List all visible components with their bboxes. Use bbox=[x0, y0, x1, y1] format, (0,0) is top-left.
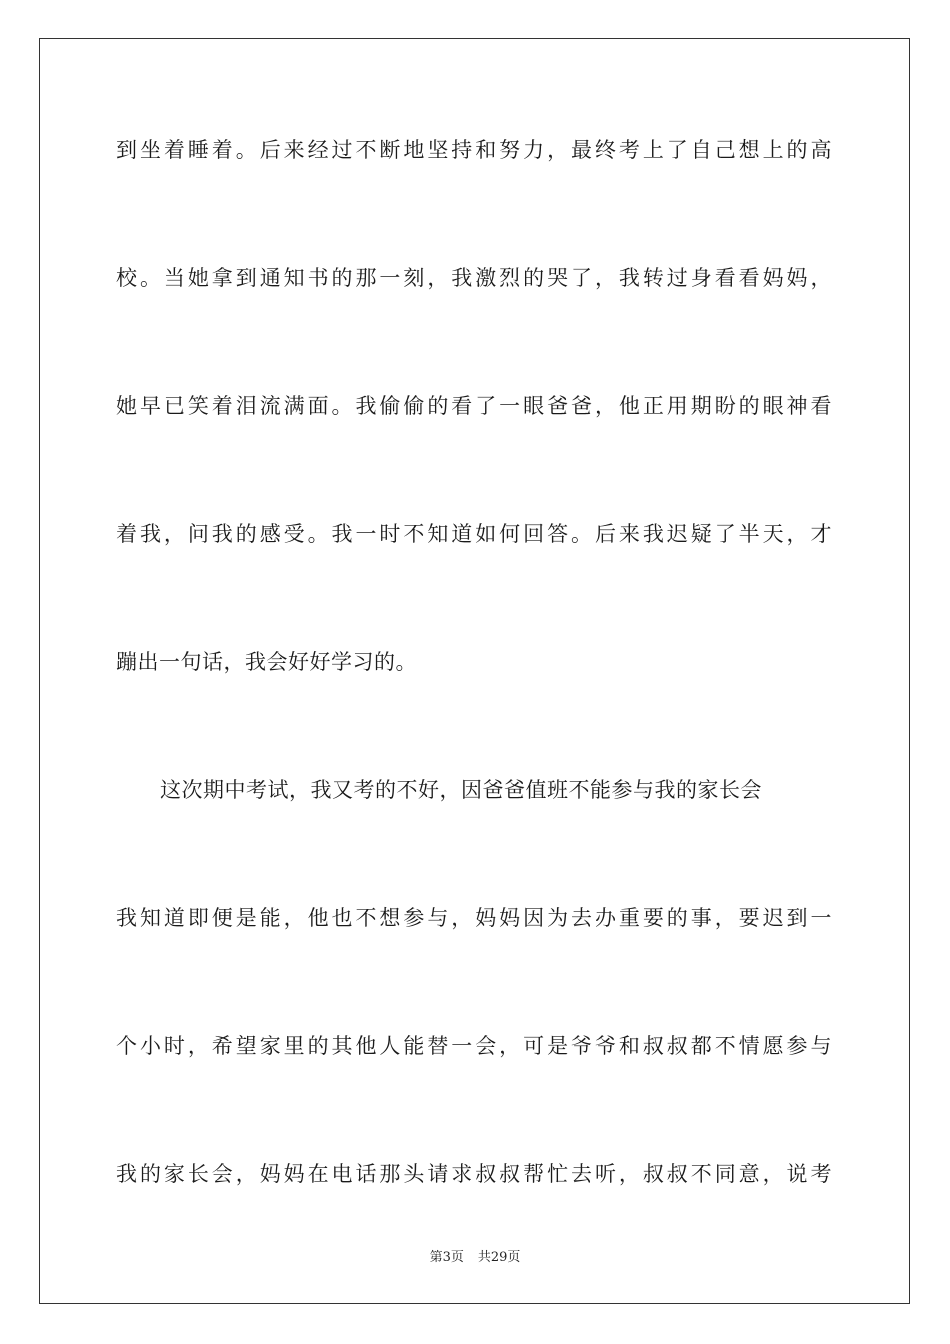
text-line-1: 到坐着睡着。后来经过不断地坚持和努力，最终考上了自己想上的高 bbox=[116, 138, 832, 162]
page-total: 共29页 bbox=[477, 1250, 521, 1265]
text-line-9: 我的家长会，妈妈在电话那头请求叔叔帮忙去听，叔叔不同意，说考 bbox=[116, 1162, 832, 1186]
text-line-7: 我知道即便是能，他也不想参与，妈妈因为去办重要的事，要迟到一 bbox=[116, 906, 832, 930]
text-line-3: 她早已笑着泪流满面。我偷偷的看了一眼爸爸，他正用期盼的眼神看 bbox=[116, 394, 832, 418]
text-line-6: 这次期中考试，我又考的不好，因爸爸值班不能参与我的家长会 bbox=[160, 778, 762, 802]
text-line-4: 着我，问我的感受。我一时不知道如何回答。后来我迟疑了半天，才 bbox=[116, 522, 832, 546]
text-line-8: 个小时，希望家里的其他人能替一会，可是爷爷和叔叔都不情愿参与 bbox=[116, 1034, 832, 1058]
text-line-5: 蹦出一句话，我会好好学习的。 bbox=[116, 650, 417, 674]
text-line-2: 校。当她拿到通知书的那一刻，我激烈的哭了，我转过身看看妈妈， bbox=[116, 266, 832, 290]
body-text bbox=[116, 122, 832, 1274]
page-number: 第3页 bbox=[429, 1250, 464, 1265]
page-footer bbox=[0, 1246, 950, 1265]
